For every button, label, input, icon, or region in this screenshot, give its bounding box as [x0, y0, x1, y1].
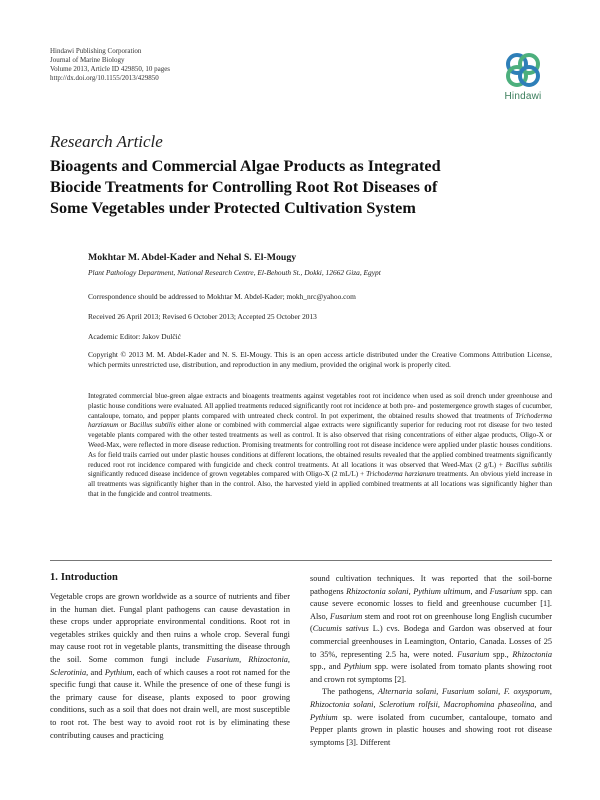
body-text: sp. were isolated from cucumber, cantaloupe, tomato and Pepper plants grown in plastic houses and showing root rot disease symptoms [3]. Different [310, 712, 552, 747]
body-text: spp., and [310, 662, 344, 672]
species-name: Rhizoctonia [512, 649, 552, 659]
species-name: Cucumis sativus [312, 624, 369, 634]
body-text: spp. were isolated from tomato plants showing root and crown rot symptoms [2]. [310, 662, 552, 684]
authors: Mokhtar M. Abdel-Kader and Nehal S. El-Mougy [88, 252, 297, 263]
body-text: , [549, 687, 552, 697]
species-name: Macrophomina phaseolina [443, 699, 535, 709]
hindawi-rings-icon [503, 50, 543, 90]
copyright-notice: Copyright © 2013 M. M. Abdel-Kader and N. S. El-Mougy. This is an open access article distributed under the Creative Commons Attribution License, which permits unrestricted use, distribution, and reproduction in any medium, provided the original work is properly cited. [88, 350, 552, 369]
body-text: , [287, 654, 290, 664]
body-text: spp. can cause severe economic losses to field and greenhouse cucumber [1]. Also, [310, 586, 553, 621]
paragraph [310, 686, 552, 749]
species-name: Rhizoctonia [248, 654, 288, 664]
abstract-text: Integrated commercial blue-green algae extracts and bioagents treatments against vegetables root rot incidence when used as soil drench under greenhouse and plastic house conditions were evaluated. All applied treatments reduced significantly root rot incidence at both pre- and postemergence growth stages of cucumber, cantaloupe, tomato, and pepper plants compared with untreated check control. In pot experiment, the obtained results showed that treatments of [88, 392, 552, 420]
title-line: Bioagents and Commercial Algae Products as Integrated [50, 157, 441, 175]
volume-info: Volume 2013, Article ID 429850, 10 pages [50, 65, 171, 73]
species-name: Sclerotium rolfsii [379, 699, 438, 709]
paragraph [50, 591, 290, 742]
body-text: , [436, 687, 442, 697]
affiliation: Plant Pathology Department, National Research Centre, El-Behouth St., Dokki, 12662 Giza, Egypt [88, 268, 381, 277]
section-title: Introduction [60, 572, 118, 583]
abstract-text: treatments. An obvious yield increase in all treatments was significantly higher than in the control. Also, the harvested yield in applied combined treatments at all locations was significantly higher than that in the fungicide and control treatments. [88, 470, 553, 498]
body-text: , and [470, 586, 490, 596]
body-column-left [50, 591, 290, 742]
species-name: Pythium [104, 667, 133, 677]
section-number: 1. [50, 572, 58, 583]
species-name: F. oxysporum [503, 687, 550, 697]
body-text: sound cultivation techniques. It was reported that the soil-borne pathogens [310, 574, 552, 596]
hindawi-wordmark: Hindawi [504, 91, 542, 102]
species-name: Pythium ultimum [413, 586, 471, 596]
article-title [50, 156, 550, 219]
body-text: , and [86, 667, 105, 677]
species-name: Fusarium [457, 649, 490, 659]
body-text: , [239, 654, 249, 664]
species-name: Fusarium [489, 586, 522, 596]
species-name: Pythium [343, 662, 372, 672]
species-name: Trichoderma harzianum [366, 470, 436, 479]
species-name: Bacillus subtilis [505, 460, 552, 469]
article-type: Research Article [50, 132, 163, 151]
hindawi-logo[interactable] [494, 50, 552, 106]
body-text: , [408, 586, 414, 596]
body-text: , and [534, 699, 553, 709]
journal-info [50, 47, 290, 83]
body-text: , [437, 699, 444, 709]
species-name: Rhizoctonia solani [310, 699, 374, 709]
body-text: , [498, 687, 504, 697]
paragraph [310, 573, 552, 686]
body-column-right [310, 573, 552, 749]
journal-name: Journal of Marine Biology [50, 56, 125, 64]
correspondence: Correspondence should be addressed to Mokhtar M. Abdel-Kader; mokh_nrc@yahoo.com [88, 292, 356, 301]
publisher: Hindawi Publishing Corporation [50, 47, 142, 55]
abstract [88, 392, 552, 500]
section-heading-introduction [50, 572, 118, 583]
title-line: Some Vegetables under Protected Cultivation System [50, 199, 416, 217]
body-text: L.) cvs. Bodega and Gardon was observed at four commercial greenhouses in Leamington, Ontario, Canada. Losses of 25 to 35%, representing 2.5 ha, were noted. [310, 624, 552, 659]
abstract-text: either alone or combined with commercial algae extracts were significantly superior for reducing root rot disease for two tested vegetable plants compared with the other tested treatments as well as control. It is also observed that rising concentrations of either algae products, Oligo-X or Weed-Max, were reflected in more disease reduction. Promising treatments for controlling root rot disease incidence were applied under plastic houses conditions. As for field trails carried out under plastic houses conditions at different locations, the obtained results revealed that the applied combined treatments significantly reduced root rot incidence compared with fungicide and check control treatments. At all locations it was observed that Weed-Max (2 g/L) + [88, 421, 552, 469]
abstract-text: or [118, 421, 130, 430]
body-text: stem and root rot on greenhouse long English cucumber ( [310, 611, 553, 634]
body-text: , [373, 699, 380, 709]
species-name: Fusarium [330, 611, 363, 621]
body-text: The pathogens, [322, 687, 378, 697]
species-name: Bacillus subtilis [129, 421, 176, 430]
species-name: Alternaria solani [377, 687, 437, 697]
species-name: Fusarium [206, 654, 240, 664]
species-name: Rhizoctonia solani [346, 586, 409, 596]
species-name: Trichoderma harzianum [88, 411, 552, 430]
title-line: Biocide Treatments for Controlling Root Rot Diseases of [50, 178, 438, 196]
body-text: , each of which causes a root rot named for the specific fungi that cause it. While the presence of one of these fungi is the primary cause for disease, plants exposed to poor growing conditions, such as a soil that does not drain well, are most susceptible to root rot. The best way to avoid root rot is by eliminating these contributing causes and practicing [50, 667, 290, 740]
species-name: Fusarium solani [441, 687, 499, 697]
abstract-text: significantly reduced disease incidence of grown vegetables compared with Oligo-X (2 mL/L) + [88, 470, 367, 479]
academic-editor: Academic Editor: Jakov Dulčić [88, 332, 181, 341]
species-name: Sclerotinia [50, 667, 87, 677]
article-dates: Received 26 April 2013; Revised 6 October 2013; Accepted 25 October 2013 [88, 312, 317, 321]
body-text: spp., [489, 649, 513, 659]
species-name: Pythium [310, 712, 338, 722]
body-text: Vegetable crops are grown worldwide as a source of nutrients and fiber in the human diet. Fungal plant pathogens can cause devastation in these crops under appropriate environmental conditions. Root rot in vegetables strikes quickly and then ruins a whole crop. Several fungi may cause root rot in vegetable plants, transmitting the disease through the soil. Some common fungi include [50, 592, 290, 664]
doi-link[interactable]: http://dx.doi.org/10.1155/2013/429850 [50, 74, 159, 82]
section-divider [50, 560, 552, 561]
